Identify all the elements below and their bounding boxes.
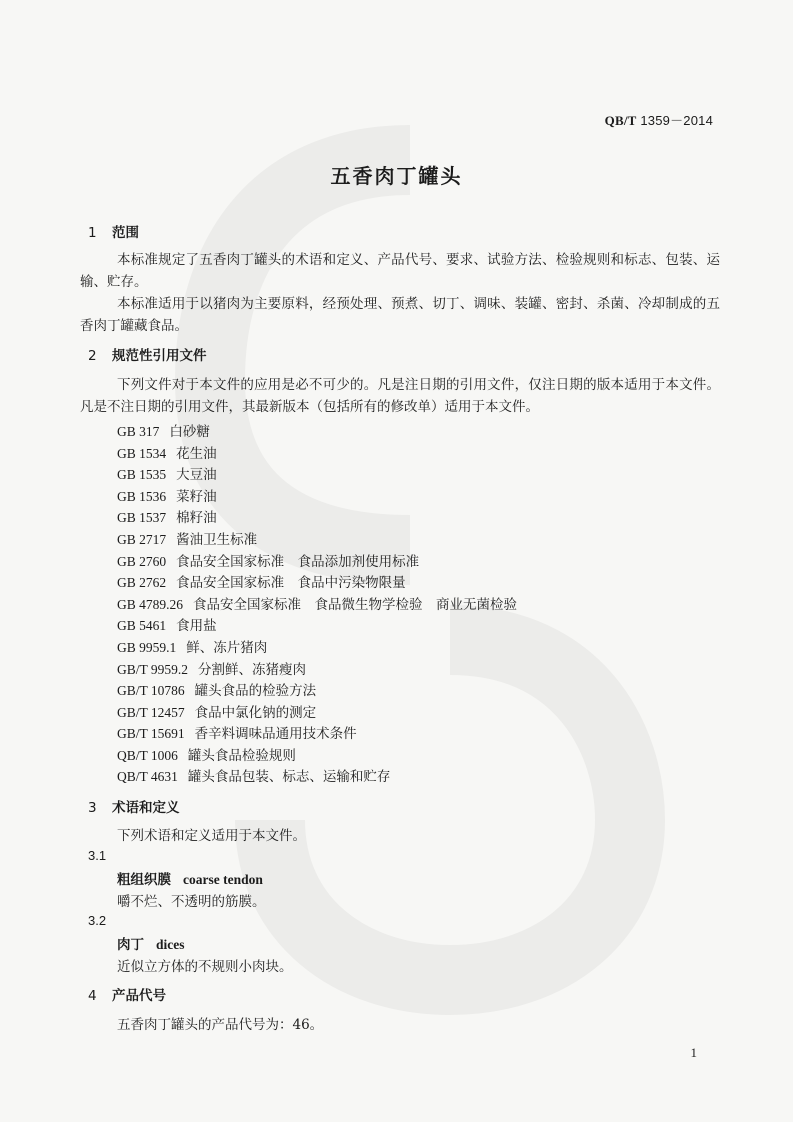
reference-item xyxy=(117,463,217,483)
term-en: coarse tendon xyxy=(183,872,263,887)
reference-item xyxy=(117,614,217,634)
section-title: 术语和定义 xyxy=(112,800,180,816)
section-number: 1 xyxy=(88,225,97,241)
reference-code: GB/T 12457 xyxy=(117,705,185,720)
reference-item xyxy=(117,506,217,526)
reference-code: GB 1534 xyxy=(117,446,167,461)
reference-code: GB 2717 xyxy=(117,532,167,547)
reference-code: GB 317 xyxy=(117,424,160,439)
reference-name: 分割鲜、冻猪瘦肉 xyxy=(198,662,307,678)
term-definition: 嚼不烂、不透明的筋膜。 xyxy=(117,894,266,910)
term-name xyxy=(117,933,185,953)
term-cn: 肉丁 xyxy=(117,937,144,953)
section-number: 2 xyxy=(88,348,97,364)
reference-item xyxy=(117,528,257,548)
section-4-heading xyxy=(88,984,166,1004)
section-1-heading xyxy=(88,221,139,241)
term-definition: 近似立方体的不规则小肉块。 xyxy=(117,959,293,975)
reference-code: GB 5461 xyxy=(117,618,167,633)
section-4-text: 五香肉丁罐头的产品代号为：46。 xyxy=(117,1017,324,1033)
section-title: 产品代号 xyxy=(112,988,166,1004)
reference-item xyxy=(117,636,267,656)
reference-code: GB 1536 xyxy=(117,489,167,504)
reference-code: GB 2762 xyxy=(117,575,167,590)
section-1-paragraph-1: 本标准规定了五香肉丁罐头的术语和定义、产品代号、要求、试验方法、检验规则和标志、包装、运输、贮存。 xyxy=(80,252,720,290)
reference-item xyxy=(117,442,217,462)
reference-name: 棉籽油 xyxy=(176,510,217,526)
reference-code: GB/T 15691 xyxy=(117,726,185,741)
reference-item xyxy=(117,701,316,721)
reference-name: 酱油卫生标准 xyxy=(176,532,258,548)
term-number: 3.1 xyxy=(88,848,107,863)
section-number: 4 xyxy=(88,988,97,1004)
reference-name: 花生油 xyxy=(176,446,217,462)
reference-item xyxy=(117,679,316,699)
reference-name: 大豆油 xyxy=(176,467,217,483)
reference-item xyxy=(117,485,217,505)
reference-item xyxy=(117,765,390,785)
reference-name: 香辛料调味品通用技术条件 xyxy=(194,726,357,742)
term-cn: 粗组织膜 xyxy=(117,872,171,888)
reference-name: 食用盐 xyxy=(176,618,217,634)
reference-code: GB 9959.1 xyxy=(117,640,177,655)
reference-item xyxy=(117,658,306,678)
reference-name: 罐头食品包装、标志、运输和贮存 xyxy=(187,769,391,785)
reference-item xyxy=(117,722,357,742)
reference-code: GB 2760 xyxy=(117,554,167,569)
reference-code: GB 1535 xyxy=(117,467,167,482)
reference-name: 食品安全国家标准 食品微生物学检验 商业无菌检验 xyxy=(193,597,518,613)
section-3-heading xyxy=(88,796,180,816)
reference-code: GB 4789.26 xyxy=(117,597,184,612)
reference-item xyxy=(117,420,210,440)
reference-code: GB 1537 xyxy=(117,510,167,525)
reference-name: 白砂糖 xyxy=(169,424,210,440)
reference-name: 食品中氯化钠的测定 xyxy=(194,705,317,721)
section-2-heading xyxy=(88,344,207,364)
reference-code: GB/T 10786 xyxy=(117,683,185,698)
reference-code: GB/T 9959.2 xyxy=(117,662,189,677)
document-code xyxy=(605,110,713,129)
section-title: 范围 xyxy=(112,225,139,241)
reference-item xyxy=(117,744,296,764)
document-code-prefix: QB/T xyxy=(604,113,637,128)
term-name xyxy=(117,868,263,888)
page-number: 1 xyxy=(690,1045,697,1060)
reference-code: QB/T 4631 xyxy=(117,769,178,784)
section-title: 规范性引用文件 xyxy=(112,348,207,364)
reference-code: QB/T 1006 xyxy=(117,748,178,763)
reference-name: 鲜、冻片猪肉 xyxy=(186,640,268,656)
reference-name: 罐头食品检验规则 xyxy=(187,748,296,764)
reference-item xyxy=(117,593,517,613)
reference-name: 菜籽油 xyxy=(176,489,217,505)
document-title: 五香肉丁罐头 xyxy=(330,164,463,188)
reference-item xyxy=(117,571,406,591)
reference-name: 食品安全国家标准 食品中污染物限量 xyxy=(176,575,406,591)
section-2-intro: 下列文件对于本文件的应用是必不可少的。凡是注日期的引用文件，仅注日期的版本适用于本文件。凡是不注日期的引用文件，其最新版本（包括所有的修改单）适用于本文件。 xyxy=(80,377,720,415)
document-code-number: 1359－2014 xyxy=(640,113,713,128)
reference-name: 罐头食品的检验方法 xyxy=(194,683,317,699)
section-3-intro: 下列术语和定义适用于本文件。 xyxy=(117,828,306,844)
reference-item xyxy=(117,550,419,570)
term-en: dices xyxy=(156,937,185,952)
term-number: 3.2 xyxy=(88,913,107,928)
reference-name: 食品安全国家标准 食品添加剂使用标准 xyxy=(176,554,420,570)
section-1-paragraph-2: 本标准适用于以猪肉为主要原料，经预处理、预煮、切丁、调味、装罐、密封、杀菌、冷却制成的五香肉丁罐藏食品。 xyxy=(80,296,720,334)
section-number: 3 xyxy=(88,800,97,816)
